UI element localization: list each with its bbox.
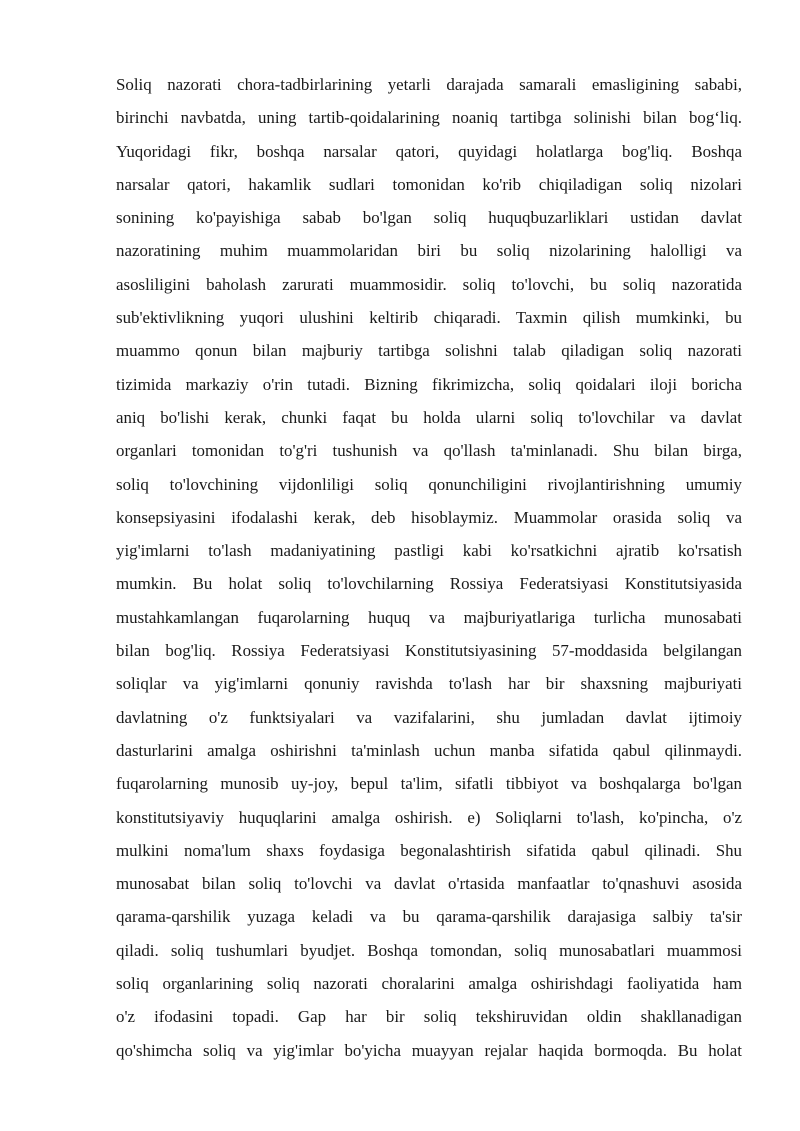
- text-line: qarama-qarshilik yuzaga keladi va bu qarama-qarshilik darajasiga salbiy ta'sir: [116, 907, 742, 927]
- text-line: bilan bog'liq. Rossiya Federatsiyasi Konstitutsiyasining 57-moddasida belgilangan: [116, 641, 742, 661]
- text-line: organlari tomonidan to'g'ri tushunish va qo'llash ta'minlanadi. Shu bilan birga,: [116, 441, 742, 461]
- text-line: soliqlar va yig'imlarni qonuniy ravishda to'lash har bir shaxsning majburiyati: [116, 674, 742, 694]
- text-line: konsepsiyasini ifodalashi kerak, deb hisoblaymiz. Muammolar orasida soliq va: [116, 507, 742, 527]
- text-line: Yuqoridagi fikr, boshqa narsalar qatori, quyidagi holatlarga bog'liq. Boshqa: [116, 141, 742, 161]
- text-line: dasturlarini amalga oshirishni ta'minlash uchun manba sifatida qabul qilinmaydi.: [116, 740, 742, 760]
- text-line: fuqarolarning munosib uy-joy, bepul ta'lim, sifatli tibbiyot va boshqalarga bo'lgan: [116, 774, 742, 794]
- text-line: aniq bo'lishi kerak, chunki faqat bu holda ularni soliq to'lovchilar va davlat: [116, 407, 742, 427]
- text-line: birinchi navbatda, uning tartib-qoidalarining noaniq tartibga solinishi bilan bog‘liq.: [116, 108, 742, 128]
- text-line: mulkini noma'lum shaxs foydasiga begonalashtirish sifatida qabul qilinadi. Shu: [116, 840, 742, 860]
- text-line: davlatning o'z funktsiyalari va vazifalarini, shu jumladan davlat ijtimoiy: [116, 707, 742, 727]
- text-line: yig'imlarni to'lash madaniyatining pastligi kabi ko'rsatkichni ajratib ko'rsatish: [116, 541, 742, 561]
- text-line: konstitutsiyaviy huquqlarini amalga oshirish. e) Soliqlarni to'lash, ko'pincha, o'z: [116, 807, 742, 827]
- text-line: tizimida markaziy o'rin tutadi. Bizning fikrimizcha, soliq qoidalari iloji boricha: [116, 374, 742, 394]
- text-line: nazoratining muhim muammolaridan biri bu soliq nizolarining halolligi va: [116, 241, 742, 261]
- text-line: mumkin. Bu holat soliq to'lovchilarning Rossiya Federatsiyasi Konstitutsiyasida: [116, 574, 742, 594]
- text-line: muammo qonun bilan majburiy tartibga solishni talab qiladigan soliq nazorati: [116, 341, 742, 361]
- text-line: o'z ifodasini topadi. Gap har bir soliq tekshiruvidan oldin shakllanadigan: [116, 1007, 742, 1027]
- text-line: soliq to'lovchining vijdonliligi soliq qonunchiligini rivojlantirishning umumiy: [116, 474, 742, 494]
- text-line: qiladi. soliq tushumlari byudjet. Boshqa tomondan, soliq munosabatlari muammosi: [116, 940, 742, 960]
- text-line: narsalar qatori, hakamlik sudlari tomonidan ko'rib chiqiladigan soliq nizolari: [116, 174, 742, 194]
- text-line: Soliq nazorati chora-tadbirlarining yetarli darajada samarali emasligining sababi,: [116, 75, 742, 94]
- text-line: munosabat bilan soliq to'lovchi va davlat o'rtasida manfaatlar to'qnashuvi asosida: [116, 874, 742, 894]
- text-line: sub'ektivlikning yuqori ulushini keltirib chiqaradi. Taxmin qilish mumkinki, bu: [116, 308, 742, 328]
- text-line: sonining ko'payishiga sabab bo'lgan soliq huquqbuzarliklari ustidan davlat: [116, 208, 742, 228]
- text-line: asosliligini baholash zarurati muammosidir. soliq to'lovchi, bu soliq nazoratida: [116, 274, 742, 294]
- text-line: qo'shimcha soliq va yig'imlar bo'yicha muayyan rejalar haqida bormoqda. Bu holat: [116, 1040, 742, 1060]
- text-line: mustahkamlangan fuqarolarning huquq va majburiyatlariga turlicha munosabati: [116, 607, 742, 627]
- body-paragraph: [116, 68, 742, 1067]
- text-line: soliq organlarining soliq nazorati choralarini amalga oshirishdagi faoliyatida ham: [116, 974, 742, 994]
